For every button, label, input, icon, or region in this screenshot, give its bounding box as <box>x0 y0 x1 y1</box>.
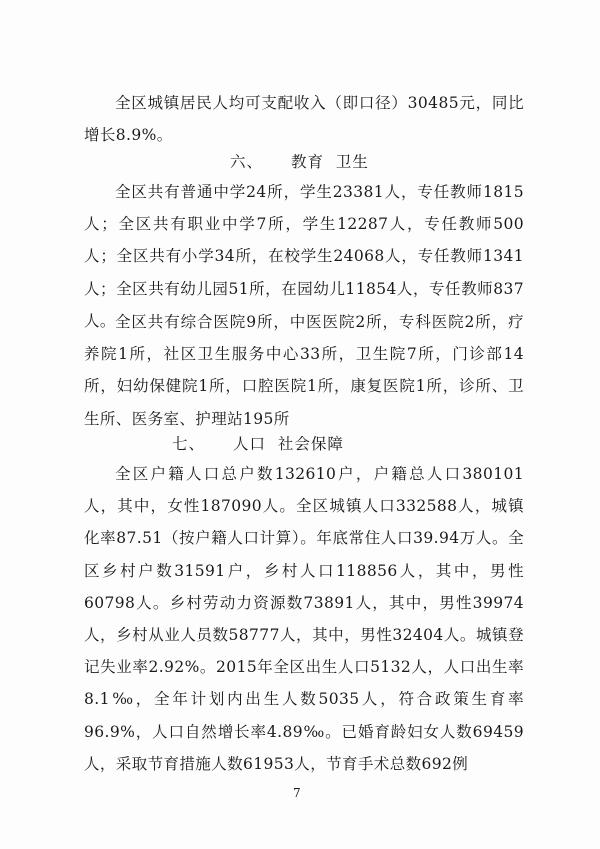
section-number: 七、 <box>172 435 206 453</box>
paragraph-education: 全区共有普通中学24所，学生23381人，专任教师1815人；全区共有职业中学7所，学生12287人，专任教师500人；全区共有小学34所，在校学生24068人，专任教师1341人；全区共有幼儿园51所，在园幼儿11854人，专任教师837人。 <box>84 183 524 330</box>
section-heading-population-social-security <box>172 432 344 456</box>
section-heading-education-health <box>230 150 369 174</box>
section-number: 六、 <box>230 153 264 171</box>
paragraph-income: 全区城镇居民人均可支配收入（即口径）30485元，同比增长8.9%。 <box>84 94 524 145</box>
paragraph-health: 全区共有综合医院9所，中医医院2所，专科医院2所，疗养院1所，社区卫生服务中心33所，卫生院7所，门诊部14所，妇幼保健院1所，口腔医院1所，康复医院1所，诊所、卫生所、医务室、护理站195所 <box>84 313 524 428</box>
section-title: 人口 社会保障 <box>233 435 344 453</box>
page-number: 7 <box>293 786 301 800</box>
section-title: 教育 卫生 <box>291 153 369 171</box>
paragraph-population: 全区户籍人口总户数132610户，户籍总人口380101人，其中，女性187090人。全区城镇人口332588人，城镇化率87.51（按户籍人口计算）。年底常住人口39.94万人。全区乡村户数31591户，乡村人口118856人，其中，男性60798人。乡村劳动力资源数73891人，其中，男性39974人，乡村从业人员数58777人，其中，男性32404人。城镇登记失业率2.92%。2015年全区出生人口5132人，人口出生率8.1‰，全年计划内出生人数5035人，符合政策生育率96.9%，人口自然增长率4.89‰。已婚育龄妇女人数69459人，采取节育措施人数61953人，节育手术总数692例 <box>84 465 524 773</box>
